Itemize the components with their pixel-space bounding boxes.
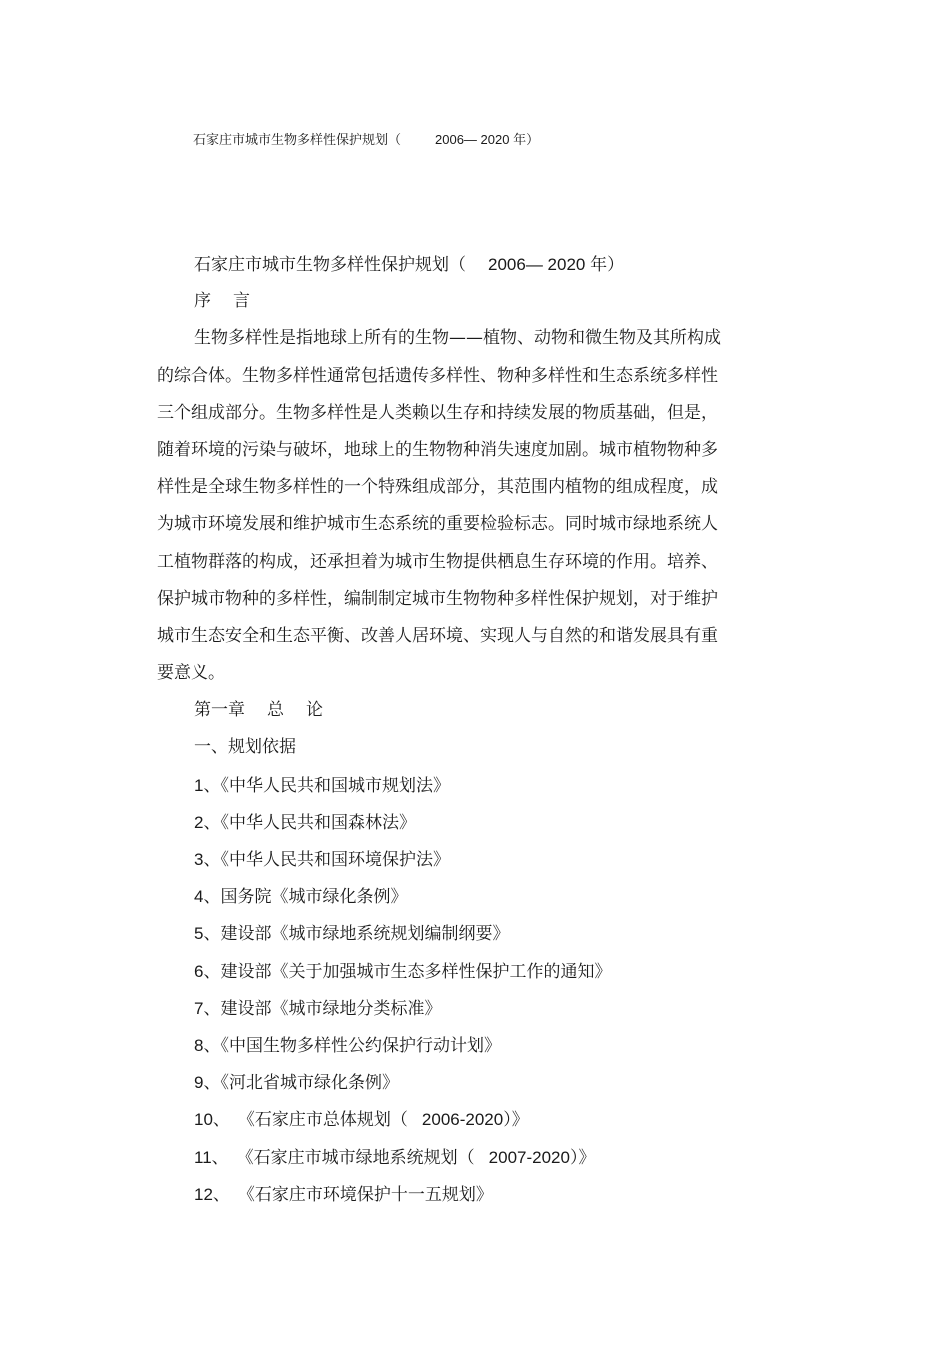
running-header-years: 2006— 2020 年）	[435, 132, 540, 147]
list-item	[157, 1139, 757, 1176]
paragraph-line: 生物多样性是指地球上所有的生物——植物、动物和微生物及其所构成	[194, 328, 721, 349]
running-header-title: 石家庄市城市生物多样性保护规划（	[193, 133, 402, 148]
list-item-text: 国务院《城市绿化条例》	[220, 887, 408, 908]
paragraph-line: 工植物群落的构成，还承担着为城市生物提供栖息生存环境的作用。培养、	[157, 551, 718, 572]
list-item-number: 2、	[194, 812, 221, 832]
list-item-text: 《石家庄市环境保护十一五规划》	[237, 1184, 493, 1205]
list-item-text: 建设部《城市绿地分类标准》	[220, 998, 442, 1019]
preface-paragraph	[157, 320, 757, 692]
paragraph-line: 的综合体。生物多样性通常包括遗传多样性、物种多样性和生态系统多样性	[157, 365, 718, 386]
list-item-number: 5、	[194, 924, 221, 944]
list-item	[157, 990, 757, 1027]
list-item	[157, 841, 757, 878]
list-item-number: 7、	[194, 998, 221, 1018]
document-title-years: 2006— 2020 年）	[488, 255, 625, 274]
paragraph-line: 为城市环境发展和维护城市生态系统的重要检验标志。同时城市绿地系统人	[157, 514, 718, 535]
paragraph-line: 三个组成部分。生物多样性是人类赖以生存和持续发展的物质基础，但是，	[157, 402, 718, 423]
list-item-text: 《中华人民共和国森林法》	[220, 812, 416, 833]
list-item-number: 8、	[194, 1035, 221, 1055]
list-item	[157, 1101, 757, 1138]
list-item	[157, 953, 757, 990]
section-heading: 一、规划依据	[194, 737, 296, 758]
list-item	[157, 878, 757, 915]
list-item-years: 2006-2020）》	[421, 1110, 529, 1130]
list-item-number: 12、	[194, 1184, 230, 1204]
list-item-text: 建设部《关于加强城市生态多样性保护工作的通知》	[220, 961, 612, 982]
paragraph-line: 要意义。	[157, 663, 225, 684]
list-item-number: 11、	[194, 1147, 229, 1167]
list-item-text: 《中华人民共和国城市规划法》	[220, 775, 450, 796]
paragraph-line: 样性是全球生物多样性的一个特殊组成部分，其范围内植物的组成程度，成	[157, 477, 718, 498]
list-item-number: 9、	[194, 1073, 221, 1093]
running-header	[193, 131, 539, 150]
document-title	[157, 246, 757, 283]
paragraph-line: 保护城市物种的多样性，编制制定城市生物物种多样性保护规划，对于维护	[157, 588, 718, 609]
chapter-title-char-2: 论	[306, 700, 323, 721]
reference-list	[157, 767, 757, 1213]
list-item-text: 《石家庄市城市绿地系统规划（	[236, 1147, 475, 1168]
list-item-number: 6、	[194, 961, 221, 981]
chapter-title-char-1: 总	[267, 700, 284, 721]
list-item	[157, 1176, 757, 1213]
list-item-text: 《河北省城市绿化条例》	[220, 1073, 399, 1094]
preface-heading	[157, 283, 757, 320]
list-item-text: 建设部《城市绿地系统规划编制纲要》	[220, 924, 510, 945]
paragraph-line: 随着环境的污染与破坏，地球上的生物物种消失速度加剧。城市植物物种多	[157, 439, 718, 460]
document-body	[157, 246, 757, 1213]
chapter-number: 第一章	[194, 700, 245, 721]
list-item	[157, 804, 757, 841]
list-item-years: 2007-2020）》	[488, 1147, 596, 1167]
list-item	[157, 1027, 757, 1064]
list-item	[157, 1064, 757, 1101]
list-item-number: 1、	[194, 775, 221, 795]
list-item-text: 《中国生物多样性公约保护行动计划》	[220, 1035, 501, 1056]
chapter-heading	[157, 692, 757, 729]
list-item-text: 《中华人民共和国环境保护法》	[220, 850, 450, 870]
preface-heading-char-1: 序	[194, 291, 211, 312]
list-item	[157, 915, 757, 952]
paragraph-line: 城市生态安全和生态平衡、改善人居环境、实现人与自然的和谐发展具有重	[157, 625, 718, 646]
preface-heading-char-2: 言	[233, 291, 250, 312]
list-item-number: 10、	[194, 1110, 230, 1130]
list-item-number: 3、	[194, 850, 221, 869]
document-title-text: 石家庄市城市生物多样性保护规划（	[194, 255, 466, 275]
list-item	[157, 767, 757, 804]
list-item-text: 《石家庄市总体规划（	[237, 1110, 408, 1131]
list-item-number: 4、	[194, 887, 221, 907]
